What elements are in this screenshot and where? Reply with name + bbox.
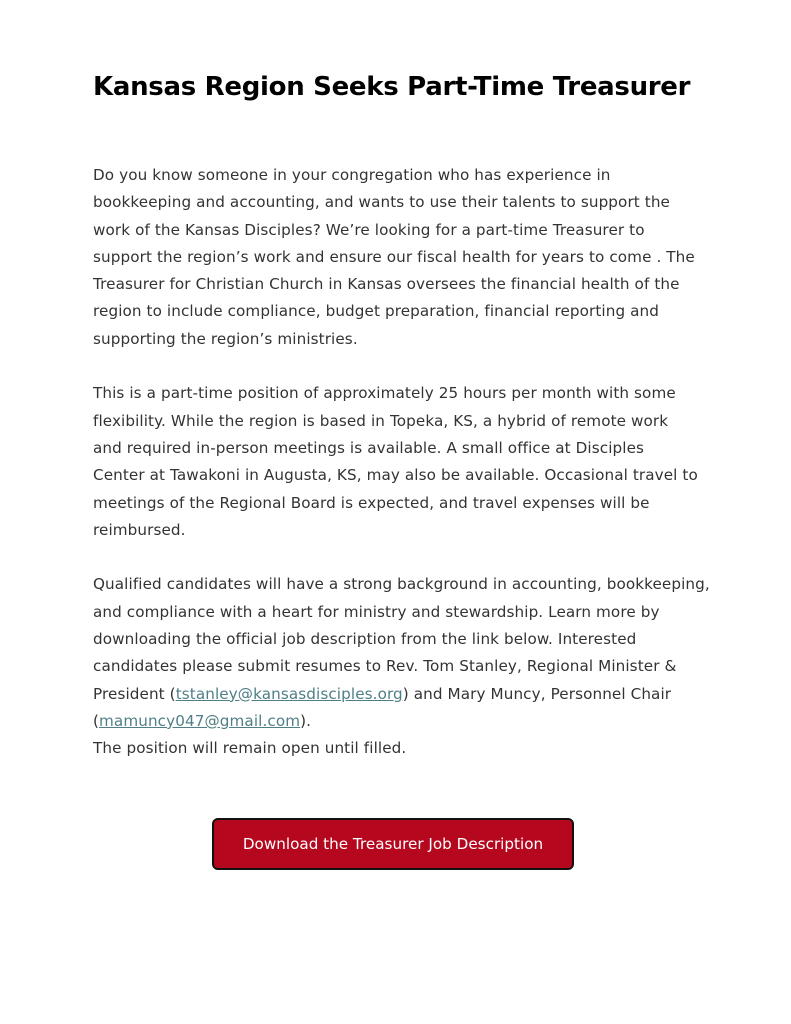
email-link-mamuncy[interactable]: mamuncy047@gmail.com: [99, 711, 301, 730]
text-line: work of the Kansas Disciples? We’re looking for a part-time Treasurer to: [93, 220, 645, 239]
text-line: bookkeeping and accounting, and wants to use their talents to support the: [93, 193, 670, 212]
text-line: Center at Tawakoni in Augusta, KS, may also be available. Occasional travel to: [93, 466, 698, 485]
page-title: Kansas Region Seeks Part-Time Treasurer: [93, 72, 691, 102]
text-line-contact-1: [93, 681, 703, 708]
text-fragment: ).: [300, 711, 312, 730]
text-line: meetings of the Regional Board is expected, and travel expenses will be: [93, 493, 650, 512]
page-header: [93, 70, 703, 104]
text-line: support the region’s work and ensure our fiscal health for years to come . The: [93, 247, 695, 266]
text-line: reimbursed.: [93, 520, 186, 539]
text-line: region to include compliance, budget preparation, financial reporting and: [93, 302, 660, 321]
text-line: Qualified candidates will have a strong background in accounting, bookkeeping,: [93, 575, 710, 594]
email-link-tstanley[interactable]: tstanley@kansasdisciples.org: [175, 684, 403, 703]
text-fragment: ) and Mary Muncy, Personnel Chair: [402, 684, 672, 703]
text-line: flexibility. While the region is based in Topeka, KS, a hybrid of remote work: [93, 411, 669, 430]
text-line: Treasurer for Christian Church in Kansas oversees the financial health of the: [93, 275, 680, 294]
text-line: supporting the region’s ministries.: [93, 329, 358, 348]
text-fragment: President (: [93, 684, 176, 703]
paragraph-position-details: [93, 380, 703, 544]
text-line: and compliance with a heart for ministry and stewardship. Learn more by: [93, 602, 660, 621]
text-line: candidates please submit resumes to Rev. Tom Stanley, Regional Minister &: [93, 657, 677, 676]
download-job-description-button[interactable]: Download the Treasurer Job Description: [212, 818, 574, 870]
text-line: This is a part-time position of approximately 25 hours per month with some: [93, 384, 676, 403]
paragraph-intro: [93, 162, 703, 353]
text-line: and required in-person meetings is available. A small office at Disciples: [93, 438, 645, 457]
text-line: Do you know someone in your congregation who has experience in: [93, 166, 611, 184]
article-body: [93, 162, 710, 763]
paragraph-qualifications: [93, 571, 710, 762]
text-fragment: (: [93, 711, 100, 730]
text-line: downloading the official job description from the link below. Interested: [93, 630, 637, 649]
download-button-container: [212, 818, 574, 870]
text-line: The position will remain open until filled.: [93, 739, 407, 758]
text-line-contact-2: [93, 708, 703, 735]
